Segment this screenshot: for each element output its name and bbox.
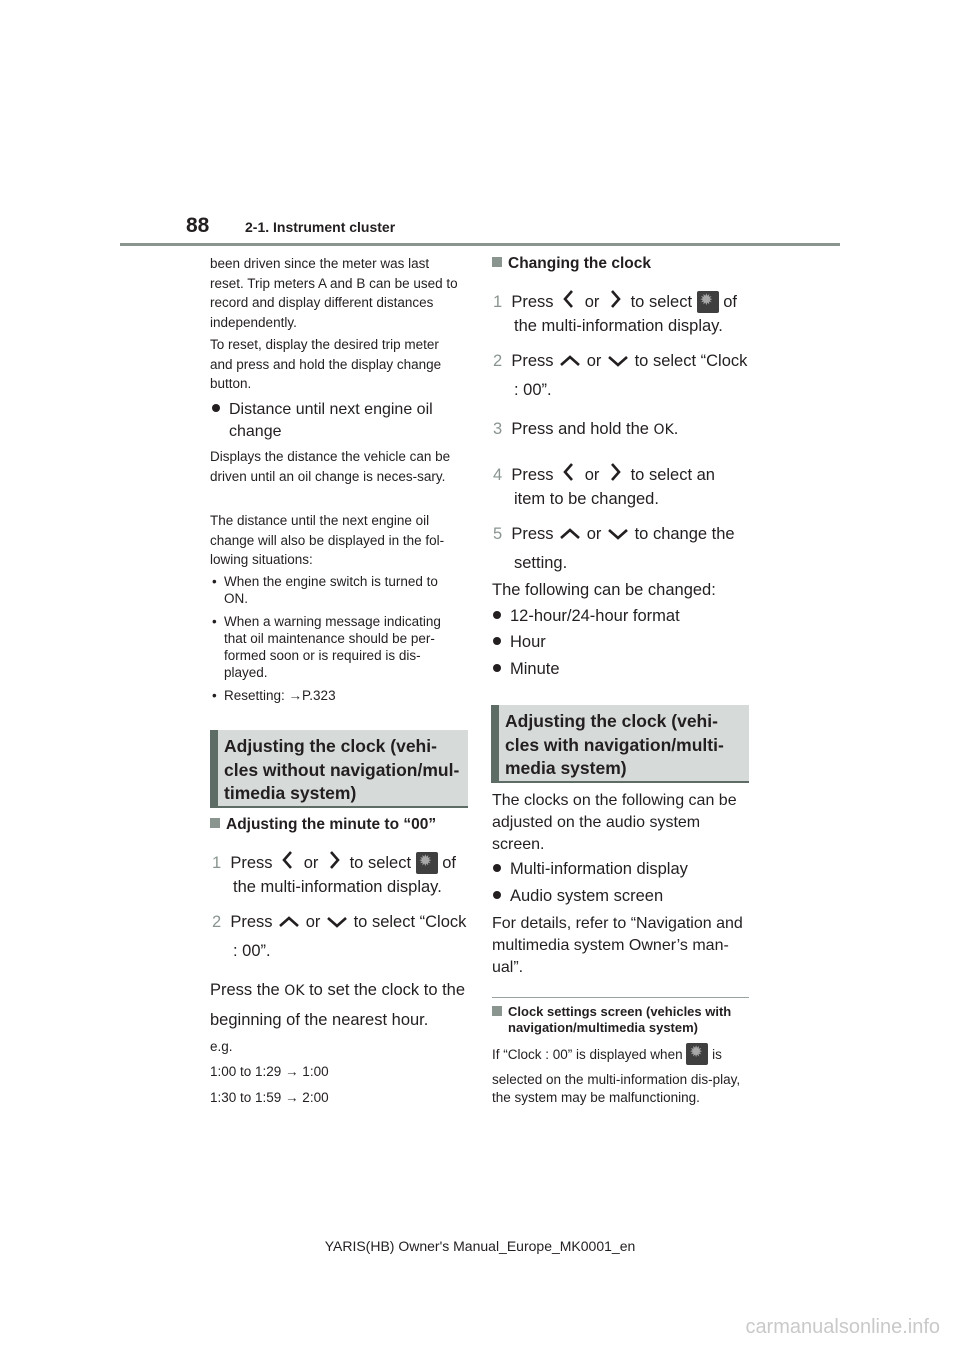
right-step-2-line2: : 00”.	[514, 381, 552, 399]
step-text: Press	[511, 466, 554, 484]
list-item-text: Resetting: →P.323	[224, 688, 336, 703]
example-label: e.g.	[210, 1039, 233, 1054]
left-subheading	[210, 816, 436, 834]
note-text: is	[712, 1047, 722, 1062]
press-ok-line	[210, 981, 465, 1000]
note-rest: selected on the multi-information dis-play, the system may be malfunctioning.	[492, 1072, 741, 1105]
press-ok-text: to set the clock to the	[309, 981, 466, 999]
section-title: 2-1. Instrument cluster	[245, 219, 396, 235]
heading-box-without-nav: Adjusting the clock (vehi-cles without navigation/mul-timedia system)	[210, 730, 468, 806]
changeable-intro: The following can be changed:	[492, 581, 716, 599]
step-number: 5	[493, 525, 503, 543]
bullet-dot	[493, 637, 501, 645]
display-item-text: Multi-information display	[510, 860, 688, 878]
page-number: 88	[186, 214, 210, 237]
settings-gear-icon	[697, 291, 719, 313]
step-number: 3	[493, 420, 503, 438]
settings-gear-icon	[686, 1043, 708, 1065]
note-title	[492, 1004, 754, 1035]
changeable-item	[493, 633, 546, 652]
watermark: carmanualsonline.info	[745, 1316, 940, 1338]
changeable-item	[493, 660, 560, 679]
square-marker-icon	[210, 818, 220, 828]
chevron-left-icon	[558, 461, 580, 483]
note-text: If “Clock : 00” is displayed when	[492, 1047, 683, 1062]
chevron-down-icon	[325, 914, 349, 930]
right-step-2	[493, 352, 747, 371]
example-1: 1:00 to 1:29 → 1:00	[210, 1064, 329, 1079]
chevron-right-icon	[604, 461, 626, 483]
left-paragraph-3: Displays the distance the vehicle can be driven until an oil change is neces-sary.	[210, 449, 451, 484]
display-item	[493, 887, 663, 906]
chevron-left-icon	[277, 849, 299, 871]
ok-button-icon: OK	[653, 422, 674, 438]
note-line1	[492, 1043, 722, 1065]
list-item: • Resetting: →P.323	[212, 687, 464, 704]
left-step-2	[212, 913, 466, 932]
changeable-item-text: Hour	[510, 633, 546, 651]
right-step-3	[493, 420, 678, 439]
step-text: to select	[630, 293, 693, 311]
step-text: or	[305, 913, 321, 931]
step-text: .	[673, 420, 679, 438]
right-step-4	[493, 461, 715, 485]
step-text: or	[303, 854, 319, 872]
settings-gear-icon	[416, 852, 438, 874]
step-text: Press	[511, 525, 554, 543]
left-subheading-text: Adjusting the minute to “00”	[226, 816, 437, 833]
left-step-2-line2: : 00”.	[233, 942, 271, 960]
left-step-1-line2: the multi-information display.	[233, 878, 442, 896]
example-2: 1:30 to 1:59 → 2:00	[210, 1090, 329, 1105]
bullet-dot	[493, 891, 501, 899]
chevron-right-icon	[323, 849, 345, 871]
square-marker-icon	[492, 1006, 502, 1016]
square-marker-icon	[492, 257, 502, 267]
header-rule	[120, 243, 840, 246]
step-text: Press	[230, 854, 273, 872]
footer-text: YARIS(HB) Owner's Manual_Europe_MK0001_en	[324, 1238, 636, 1254]
bullet-title: Distance until next engine oil change	[229, 401, 433, 440]
bullet-dot	[493, 864, 501, 872]
chevron-right-icon	[604, 288, 626, 310]
step-text: or	[584, 293, 600, 311]
step-text: to select an	[630, 466, 715, 484]
step-text: Press	[511, 293, 554, 311]
step-number: 4	[493, 466, 503, 484]
chevron-down-icon	[606, 353, 630, 369]
left-paragraph-4: The distance until the next engine oil change will also be displayed in the fol-lowing situations:	[210, 513, 445, 567]
right-step-1	[493, 288, 737, 313]
chevron-up-icon	[558, 353, 582, 369]
step-text: Press	[511, 352, 554, 370]
left-paragraph-2: To reset, display the desired trip meter and press and hold the display change button.	[210, 337, 442, 391]
list-item: • When a warning message indicating that oil maintenance should be per-formed soon or is required is dis-played.	[212, 613, 464, 681]
note-rule	[492, 997, 749, 998]
ok-button-icon: OK	[284, 983, 305, 999]
step-text: Press and hold the	[511, 420, 649, 438]
right-paragraph-2: For details, refer to “Navigation and multimedia system Owner’s man-ual”.	[492, 915, 743, 976]
right-subheading	[492, 255, 651, 273]
chevron-down-icon	[606, 526, 630, 542]
step-text: to change the	[634, 525, 735, 543]
heading-box-with-nav: Adjusting the clock (vehi-cles with navigation/multi-media system)	[491, 705, 749, 781]
bullet-dot	[493, 664, 501, 672]
press-ok-text: Press the	[210, 981, 280, 999]
step-text: to select “Clock	[634, 352, 748, 370]
list-item-text: When a warning message indicating that oil maintenance should be per-formed soon or is required is dis-played.	[224, 614, 441, 680]
situation-list	[212, 573, 464, 704]
changeable-item-text: Minute	[510, 660, 560, 678]
list-item-text: When the engine switch is turned to ON.	[224, 574, 438, 606]
left-paragraph-1: been driven since the meter was last reset. Trip meters A and B can be used to record and display different distances independently.	[210, 256, 458, 330]
right-step-5-line2: setting.	[514, 554, 568, 572]
note-title-text: Clock settings screen (vehicles with navigation/multimedia system)	[508, 1004, 732, 1035]
right-step-5	[493, 525, 735, 544]
step-text: or	[586, 352, 602, 370]
chevron-up-icon	[558, 526, 582, 542]
right-subheading-text: Changing the clock	[508, 255, 651, 272]
display-item-text: Audio system screen	[510, 887, 664, 905]
display-item	[493, 860, 688, 879]
step-number: 2	[493, 352, 503, 370]
heading-box-underline	[491, 781, 749, 783]
right-step-1-line2: the multi-information display.	[514, 317, 723, 335]
step-number: 2	[212, 913, 222, 931]
chevron-up-icon	[277, 914, 301, 930]
step-text: or	[586, 525, 602, 543]
step-number: 1	[493, 293, 503, 311]
press-ok-line2: beginning of the nearest hour.	[210, 1011, 429, 1029]
chevron-left-icon	[558, 288, 580, 310]
step-number: 1	[212, 854, 222, 872]
bullet-dot	[212, 404, 220, 412]
step-text: to select	[349, 854, 412, 872]
changeable-item	[493, 607, 680, 626]
heading-box-underline	[210, 806, 468, 808]
step-text: Press	[230, 913, 273, 931]
left-step-1	[212, 849, 456, 874]
changeable-item-text: 12-hour/24-hour format	[510, 607, 680, 625]
step-text: to select “Clock	[353, 913, 467, 931]
list-item: • When the engine switch is turned to ON.	[212, 573, 464, 607]
step-text: of	[442, 854, 456, 872]
step-text: or	[584, 466, 600, 484]
bullet-dot	[493, 611, 501, 619]
oil-change-bullet	[212, 399, 457, 443]
step-text: of	[723, 293, 737, 311]
right-step-4-line2: item to be changed.	[514, 490, 659, 508]
right-paragraph-1: The clocks on the following can be adjusted on the audio system screen.	[492, 792, 737, 853]
